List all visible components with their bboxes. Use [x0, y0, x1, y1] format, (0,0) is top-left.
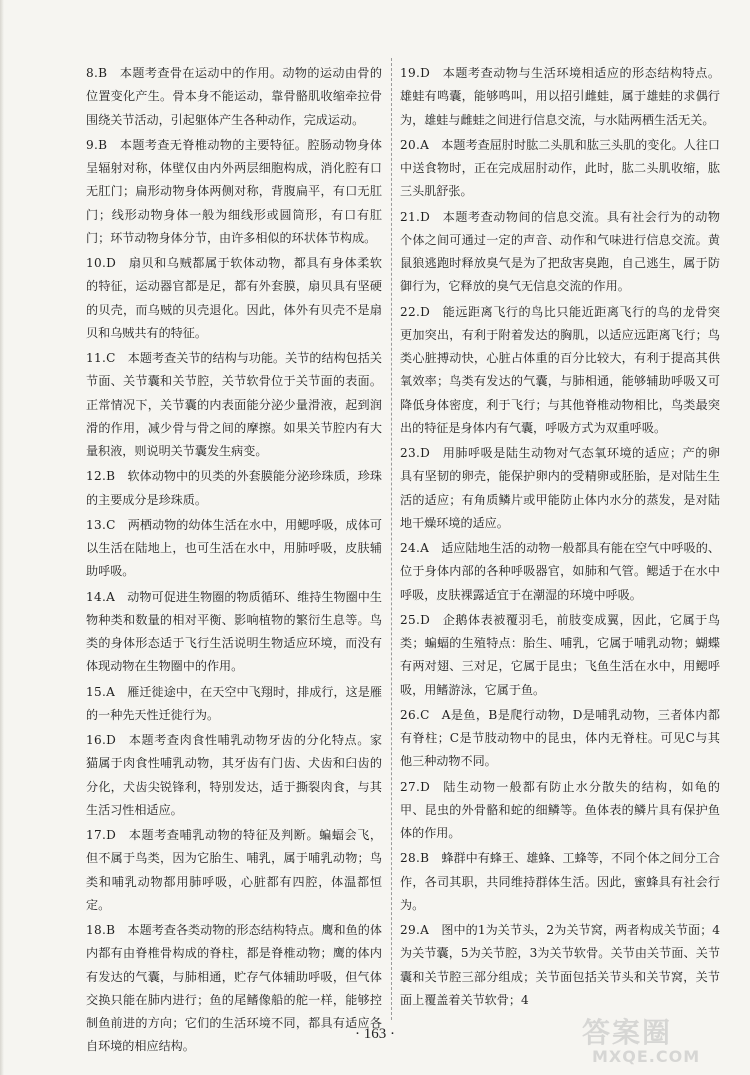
answer-item	[400, 301, 720, 441]
answer-item	[400, 206, 720, 299]
answer-explanation: 动物可促进生物圈的物质循环、维持生物圈中生物种类和数量的相对平衡、影响植物的繁衍生息等。鸟类的身体形态适于飞行生活说明生物适应环境，而没有体现动物在生物圈中的作用。	[86, 589, 382, 674]
answer-explanation: 适应陆地生活的动物一般都具有能在空气中呼吸的、位于身体内部的各种呼吸器官，如肺和气管。鳃适于在水中呼吸，皮肤裸露适宜于在潮湿的环境中呼吸。	[400, 541, 720, 602]
answer-item	[86, 586, 382, 679]
answer-number: 14.A	[86, 589, 116, 604]
answer-number: 22.D	[400, 304, 431, 319]
answer-item	[400, 134, 720, 204]
answer-explanation: 本题考查各类动物的形态结构特点。鹰和鱼的体内都有由脊椎骨构成的脊柱，都是脊椎动物；鹰的体内有发达的气囊，与肺相通，贮存气体辅助呼吸，但气体交换只能在肺内进行；鱼的尾鳍像船的舵一样，能够控制鱼前进的方向；它们的生活环境不同，都具有适应各自环境的相应结构。	[86, 923, 382, 1054]
answer-explanation: 能远距离飞行的鸟比只能近距离飞行的鸟的龙骨突更加突出，有利于附着发达的胸肌，以适应远距离飞行；鸟类心脏搏动快，心脏占体重的百分比较大，有利于提高其供氧效率；鸟类有发达的气囊，与肺相通，能够辅助呼吸又可降低身体密度，利于飞行；与其他脊椎动物相比，鸟类最突出的特征是身体内有气囊，呼吸方式为双重呼吸。	[400, 304, 720, 435]
answer-explanation: 本题考查肉食性哺乳动物牙齿的分化特点。家猫属于肉食性哺乳动物，其牙齿有门齿、犬齿和臼齿的分化，犬齿尖锐锋利，特别发达，适于撕裂肉食，与其生活习性相适应。	[86, 733, 382, 817]
answer-number: 21.D	[400, 209, 431, 224]
answer-item	[400, 442, 720, 535]
answer-explanation: 本题考查无脊椎动物的主要特征。腔肠动物身体呈辐射对称，体壁仅由内外两层细胞构成，消化腔有口无肛门；扁形动物身体两侧对称，背腹扁平，有口无肛门；线形动物身体一般为细线形或圆筒形，有口有肛门；环节动物身体分节，由许多相似的环状体节构成。	[86, 137, 382, 245]
answer-explanation: 图中的1为关节头，2为关节窝，两者构成关节面；4为关节囊，5为关节腔，3为关节软骨。关节由关节面、关节囊和关节腔三部分组成；关节面包括关节头和关节窝，关节面上覆盖着关节软骨；4	[400, 923, 720, 1007]
scan-edge	[0, 0, 4, 1075]
answer-number: 23.D	[400, 446, 431, 460]
answer-number: 26.C	[400, 707, 430, 722]
answer-item	[400, 609, 720, 702]
answer-number: 8.B	[86, 66, 108, 80]
answer-number: 29.A	[400, 923, 430, 937]
answer-number: 13.C	[86, 517, 116, 532]
page-number: · 163 ·	[355, 1026, 395, 1042]
answer-item	[86, 681, 382, 728]
answer-item	[86, 514, 382, 584]
answer-number: 9.B	[86, 137, 108, 152]
answer-explanation: 本题考查关节的结构与功能。关节的结构包括关节面、关节囊和关节腔，关节软骨位于关节面的表面。正常情况下，关节囊的内表面能分泌少量滑液，起到润滑的作用，减少骨与骨之间的摩擦。如果关节腔内有大量积液，则说明关节囊发生病变。	[86, 351, 382, 458]
answer-number: 19.D	[400, 66, 431, 80]
answer-number: 10.D	[86, 256, 117, 270]
answer-explanation: 软体动物中的贝类的外套膜能分泌珍珠质，珍珠的主要成分是珍珠质。	[86, 469, 382, 507]
answer-number: 12.B	[86, 469, 116, 484]
answer-item	[400, 704, 720, 774]
answer-explanation: 本题考查哺乳动物的特征及判断。蝙蝠会飞，但不属于鸟类，因为它胎生、哺乳，属于哺乳动物；鸟类和哺乳动物都用肺呼吸，心脏都有四腔，体温都恒定。	[86, 828, 382, 912]
right-column	[400, 62, 720, 1014]
answer-explanation: 本题考查屈肘时肱二头肌和肱三头肌的变化。人往口中送食物时，正在完成屈肘动作，此时，肱二头肌收缩，肱三头肌舒张。	[400, 137, 720, 199]
answer-number: 17.D	[86, 828, 117, 842]
answer-explanation: 两栖动物的幼体生活在水中，用鳃呼吸，成体可以生活在陆地上，也可生活在水中，用肺呼吸，皮肤辅助呼吸。	[86, 517, 382, 579]
answer-item	[86, 824, 382, 917]
column-divider	[391, 58, 392, 1020]
answer-explanation: 陆生动物一般都有防止水分散失的结构，如龟的甲、昆虫的外骨骼和蛇的细鳞等。鱼体表的鳞片具有保护鱼体的作用。	[400, 779, 720, 840]
answer-item	[400, 847, 720, 917]
answer-item	[86, 729, 382, 822]
answer-explanation: 本题考查动物与生活环境相适应的形态结构特点。雄蛙有鸣囊，能够鸣叫，用以招引雌蛙，属于雄蛙的求偶行为，雄蛙与雌蛙之间进行信息交流，与水陆两栖生活无关。	[400, 66, 720, 127]
answer-number: 20.A	[400, 137, 430, 152]
answer-explanation: 本题考查动物间的信息交流。具有社会行为的动物个体之间可通过一定的声音、动作和气味进行信息交流。黄鼠狼逃跑时释放臭气是为了把敌害臭跑，自己逃生，属于防御行为，它释放的臭气无信息交流的作用。	[400, 209, 720, 294]
answer-number: 15.A	[86, 684, 116, 699]
site-watermark	[582, 1011, 732, 1069]
answer-item	[86, 252, 382, 345]
answer-explanation: 蜂群中有蜂王、雄蜂、工蜂等，不同个体之间分工合作，各司其职，共同维持群体生活。因此，蜜蜂具有社会行为。	[400, 851, 720, 912]
answer-item	[400, 537, 720, 607]
answer-item	[400, 776, 720, 846]
answer-explanation: 雁迁徙途中，在天空中飞翔时，排成行，这是雁的一种先天性迁徙行为。	[86, 684, 382, 722]
answer-item	[86, 465, 382, 512]
answer-explanation: 扇贝和乌贼都属于软体动物，都具有身体柔软的特征，运动器官都是足，都有外套膜，扇贝具有坚硬的贝壳，而乌贼的贝壳退化。因此，体外有贝壳不是扇贝和乌贼共有的特征。	[86, 256, 382, 340]
answer-item	[400, 919, 720, 1012]
watermark-url-text: MXQE.COM	[592, 1047, 701, 1066]
answer-number: 16.D	[86, 733, 117, 747]
answer-explanation: 企鹅体表被覆羽毛，前肢变成翼，因此，它属于鸟类；蝙蝠的生殖特点：胎生、哺乳，它属于哺乳动物；蝴蝶有两对翅、三对足，它属于昆虫；飞鱼生活在水中，用鳃呼吸，用鳍游泳，它属于鱼。	[400, 612, 720, 697]
answer-item	[86, 347, 382, 463]
answer-number: 24.A	[400, 541, 430, 555]
answer-number: 28.B	[400, 851, 430, 866]
answer-item	[86, 62, 382, 132]
answer-item	[400, 62, 720, 132]
answer-number: 11.C	[86, 351, 116, 365]
answer-number: 27.D	[400, 779, 431, 794]
answer-number: 25.D	[400, 612, 431, 627]
watermark-logo-text: 答案圈	[582, 1016, 673, 1049]
answer-explanation: 用肺呼吸是陆生动物对气态氧环境的适应；产的卵具有坚韧的卵壳，能保护卵内的受精卵或胚胎，是对陆生生活的适应；有角质鳞片或甲能防止体内水分的蒸发，是对陆地干燥环境的适应。	[400, 446, 720, 530]
answer-number: 18.B	[86, 923, 116, 937]
left-column	[86, 62, 382, 1061]
answer-explanation: A是鱼，B是爬行动物，D是哺乳动物，三者体内都有脊柱；C是节肢动物中的昆虫，体内无脊柱。可见C与其他三种动物不同。	[400, 707, 720, 769]
answer-item	[86, 134, 382, 250]
answer-explanation: 本题考查骨在运动中的作用。动物的运动由骨的位置变化产生。骨本身不能运动，靠骨骼肌收缩牵拉骨围绕关节活动，引起躯体产生各种动作，完成运动。	[86, 66, 382, 127]
